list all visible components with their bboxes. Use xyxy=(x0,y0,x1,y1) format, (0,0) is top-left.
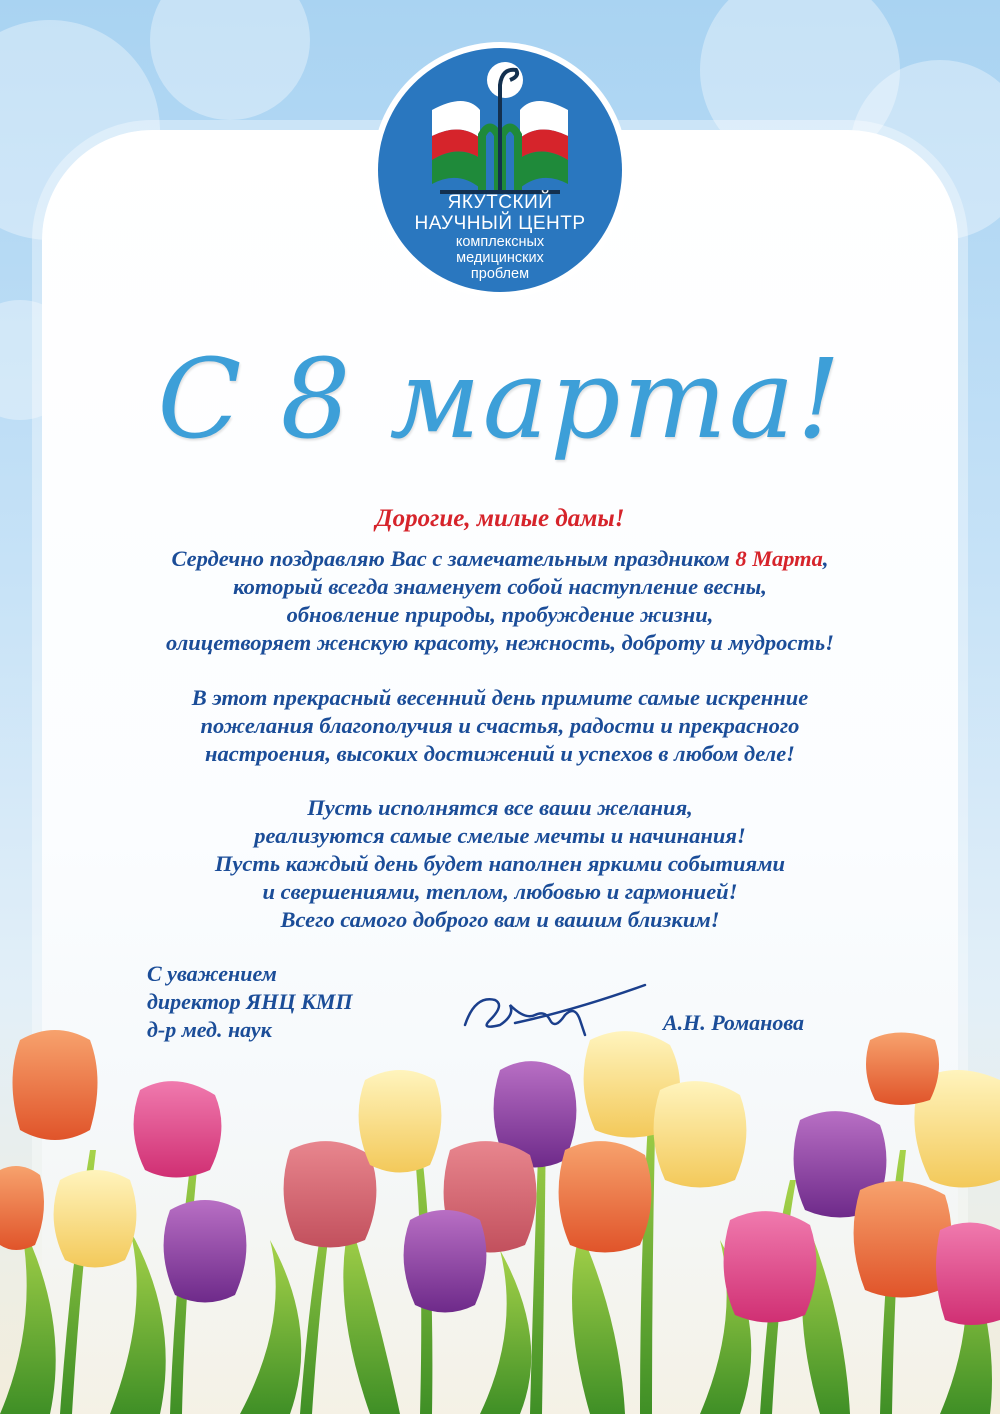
logo-line-1: ЯКУТСКИЙ xyxy=(447,192,553,213)
paragraph-2 xyxy=(60,684,940,768)
paragraph-2-line: В этот прекрасный весенний день примите самые искренние xyxy=(191,685,809,710)
page-title: С 8 марта! xyxy=(157,335,843,463)
logo-line-5: проблем xyxy=(470,266,530,282)
greeting xyxy=(60,505,940,533)
paragraph-3-line: реализуются самые смелые мечты и начинания! xyxy=(254,823,746,848)
holiday-highlight: 8 Марта xyxy=(735,546,823,571)
signer-position: директор ЯНЦ КМП xyxy=(147,989,353,1014)
paragraph-1-line-4: олицетворяет женскую красоту, нежность, доброту и мудрость! xyxy=(166,630,834,655)
paragraph-3-line: и свершениями, теплом, любовью и гармонией! xyxy=(262,879,738,904)
paragraph-2-line: настроения, высоких достижений и успехов в любом деле! xyxy=(205,741,795,766)
regards-text: С уважением xyxy=(147,961,277,986)
paragraph-3-line: Пусть каждый день будет наполнен яркими событиями xyxy=(214,851,786,876)
logo-line-2: НАУЧНЫЙ ЦЕНТР xyxy=(414,213,586,234)
signer-name: А.Н. Романова xyxy=(663,1010,805,1035)
paragraph-1-line-3: обновление природы, пробуждение жизни, xyxy=(286,602,714,627)
paragraph-2-line: пожелания благополучия и счастья, радости и прекрасного xyxy=(200,713,800,738)
paragraph-3 xyxy=(60,794,940,934)
tulips-illustration xyxy=(0,1020,1000,1414)
logo-line-4: медицинских xyxy=(456,250,544,266)
logo-line-3: комплексных xyxy=(455,234,545,250)
greeting-text: Дорогие, милые дамы! xyxy=(375,505,625,532)
paragraph-1-line-1 xyxy=(60,545,940,573)
signer-degree: д-р мед. наук xyxy=(147,1017,272,1042)
paragraph-1-line-1-end: , xyxy=(822,546,829,571)
paragraph-1-line-1-start: Сердечно поздравляю Вас с замечательным праздником xyxy=(171,546,736,571)
paragraph-1 xyxy=(60,545,940,657)
paragraph-3-line: Всего самого доброго вам и вашим близким! xyxy=(280,907,720,932)
paragraph-1-line-2: который всегда знаменует собой наступление весны, xyxy=(233,574,767,599)
paragraph-3-line: Пусть исполнятся все ваши желания, xyxy=(307,795,693,820)
logo-caption xyxy=(370,192,630,282)
bokeh-circle xyxy=(150,0,310,120)
